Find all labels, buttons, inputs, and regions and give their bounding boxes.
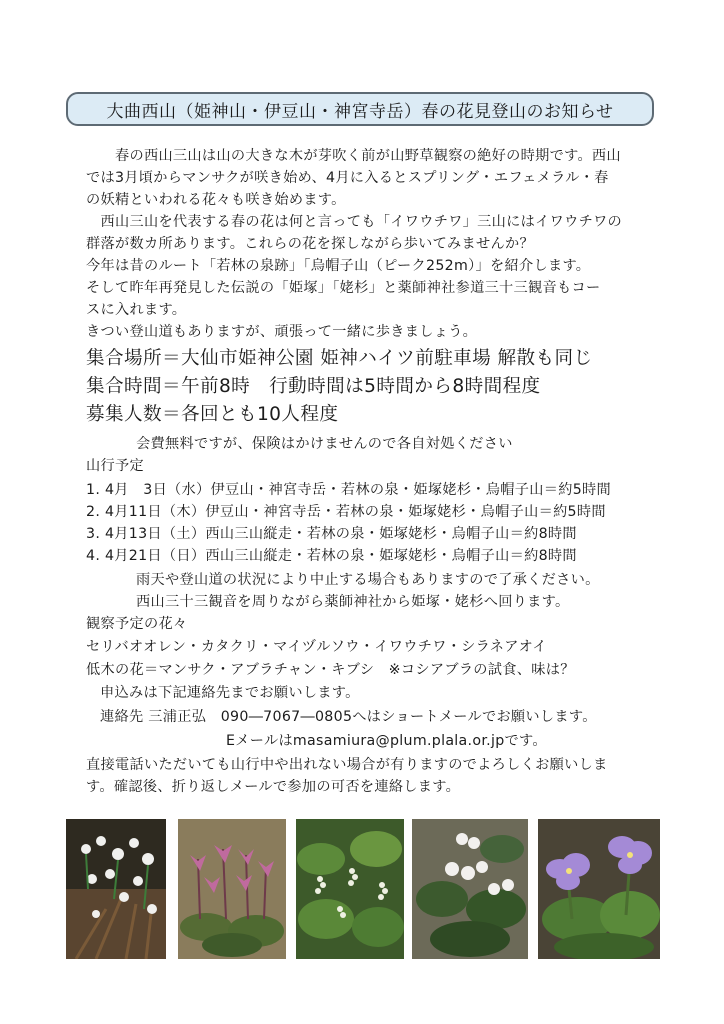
schedule-item: 2. 4月11日（木）伊豆山・神宮寺岳・若林の泉・姫塚姥杉・烏帽子山＝約5時間 bbox=[86, 504, 606, 520]
flowers-heading: 観察予定の花々 bbox=[86, 616, 188, 632]
intro-line: 春の西山三山は山の大きな木が芽吹く前が山野草観察の絶好の時期です。西山 bbox=[86, 148, 621, 164]
apply-note: 申込みは下記連絡先までお願いします。 bbox=[100, 685, 360, 701]
schedule-note: 雨天や登山道の状況により中止する場合もありますので了承ください。 bbox=[136, 572, 600, 588]
shrubs-list: 低木の花＝マンサク・アブラチャン・キブシ ※コシアブラの試食、味は？ bbox=[86, 662, 575, 678]
notice-title-text: 大曲西山（姫神山・伊豆山・神宮寺岳）春の花見登山のお知らせ bbox=[106, 101, 614, 122]
intro-line: そして昨年再発見した伝説の「姫塚」「姥杉」と薬師神社参道三十三観音もコー bbox=[86, 280, 601, 296]
meeting-place: 集合場所＝大仙市姫神公園 姫神ハイツ前駐車場 解散も同じ bbox=[86, 348, 593, 369]
katakuri-flower-photo bbox=[178, 819, 286, 959]
schedule-note: 西山三十三観音を周りながら薬師神社から姫塚・姥杉へ回ります。 bbox=[136, 594, 570, 610]
schedule-item: 1. 4月 3日（水）伊豆山・神宮寺岳・若林の泉・姫塚姥杉・烏帽子山＝約5時間 bbox=[86, 482, 612, 498]
capacity: 募集人数＝各回とも10人程度 bbox=[86, 404, 339, 425]
intro-line: では3月頃からマンサクが咲き始め、4月に入るとスプリング・エフェメラル・春 bbox=[86, 170, 609, 186]
intro-line: きつい登山道もありますが、頑張って一緒に歩きましょう。 bbox=[86, 324, 478, 340]
schedule-item: 3. 4月13日（土）西山三山縦走・若林の泉・姫塚姥杉・烏帽子山＝約8時間 bbox=[86, 526, 577, 542]
email-line: Eメールはmasamiura@plum.plala.or.jpです。 bbox=[226, 733, 547, 749]
white-flower-photo bbox=[66, 819, 166, 959]
closing-line: 直接電話いただいても山行中や出れない場合が有りますのでよろしくお願いしま bbox=[86, 757, 608, 773]
intro-line: 群落が数カ所あります。これらの花を探しながら歩いてみませんか？ bbox=[86, 236, 534, 252]
closing-line: す。確認後、折り返しメールで参加の可否を連絡します。 bbox=[86, 779, 461, 795]
meeting-time: 集合時間＝午前8時 行動時間は5時間から8時間程度 bbox=[86, 376, 541, 397]
flowers-list: セリバオオレン・カタクリ・マイヅルソウ・イワウチワ・シラネアオイ bbox=[86, 639, 547, 655]
white-flower-groundcover-photo bbox=[412, 819, 528, 959]
purple-shiraneaoi-flower-photo bbox=[538, 819, 660, 959]
schedule-heading: 山行予定 bbox=[86, 458, 144, 474]
intro-line: の妖精といわれる花々も咲き始めます。 bbox=[86, 192, 346, 208]
intro-line: 今年は昔のルート「若林の泉跡」「烏帽子山（ピーク252m）」を紹介します。 bbox=[86, 258, 591, 274]
contact-line: 連絡先 三浦正弘 090―7067―0805へはショートメールでお願いします。 bbox=[100, 709, 597, 725]
fee-note: 会費無料ですが、保険はかけませんので各自対処ください bbox=[136, 436, 513, 452]
white-cluster-flower-photo bbox=[296, 819, 404, 959]
schedule-item: 4. 4月21日（日）西山三山縦走・若林の泉・姫塚姥杉・烏帽子山＝約8時間 bbox=[86, 548, 577, 564]
intro-line: スに入れます。 bbox=[86, 302, 187, 318]
intro-line: 西山三山を代表する春の花は何と言っても「イワウチワ」三山にはイワウチワの bbox=[86, 214, 623, 230]
